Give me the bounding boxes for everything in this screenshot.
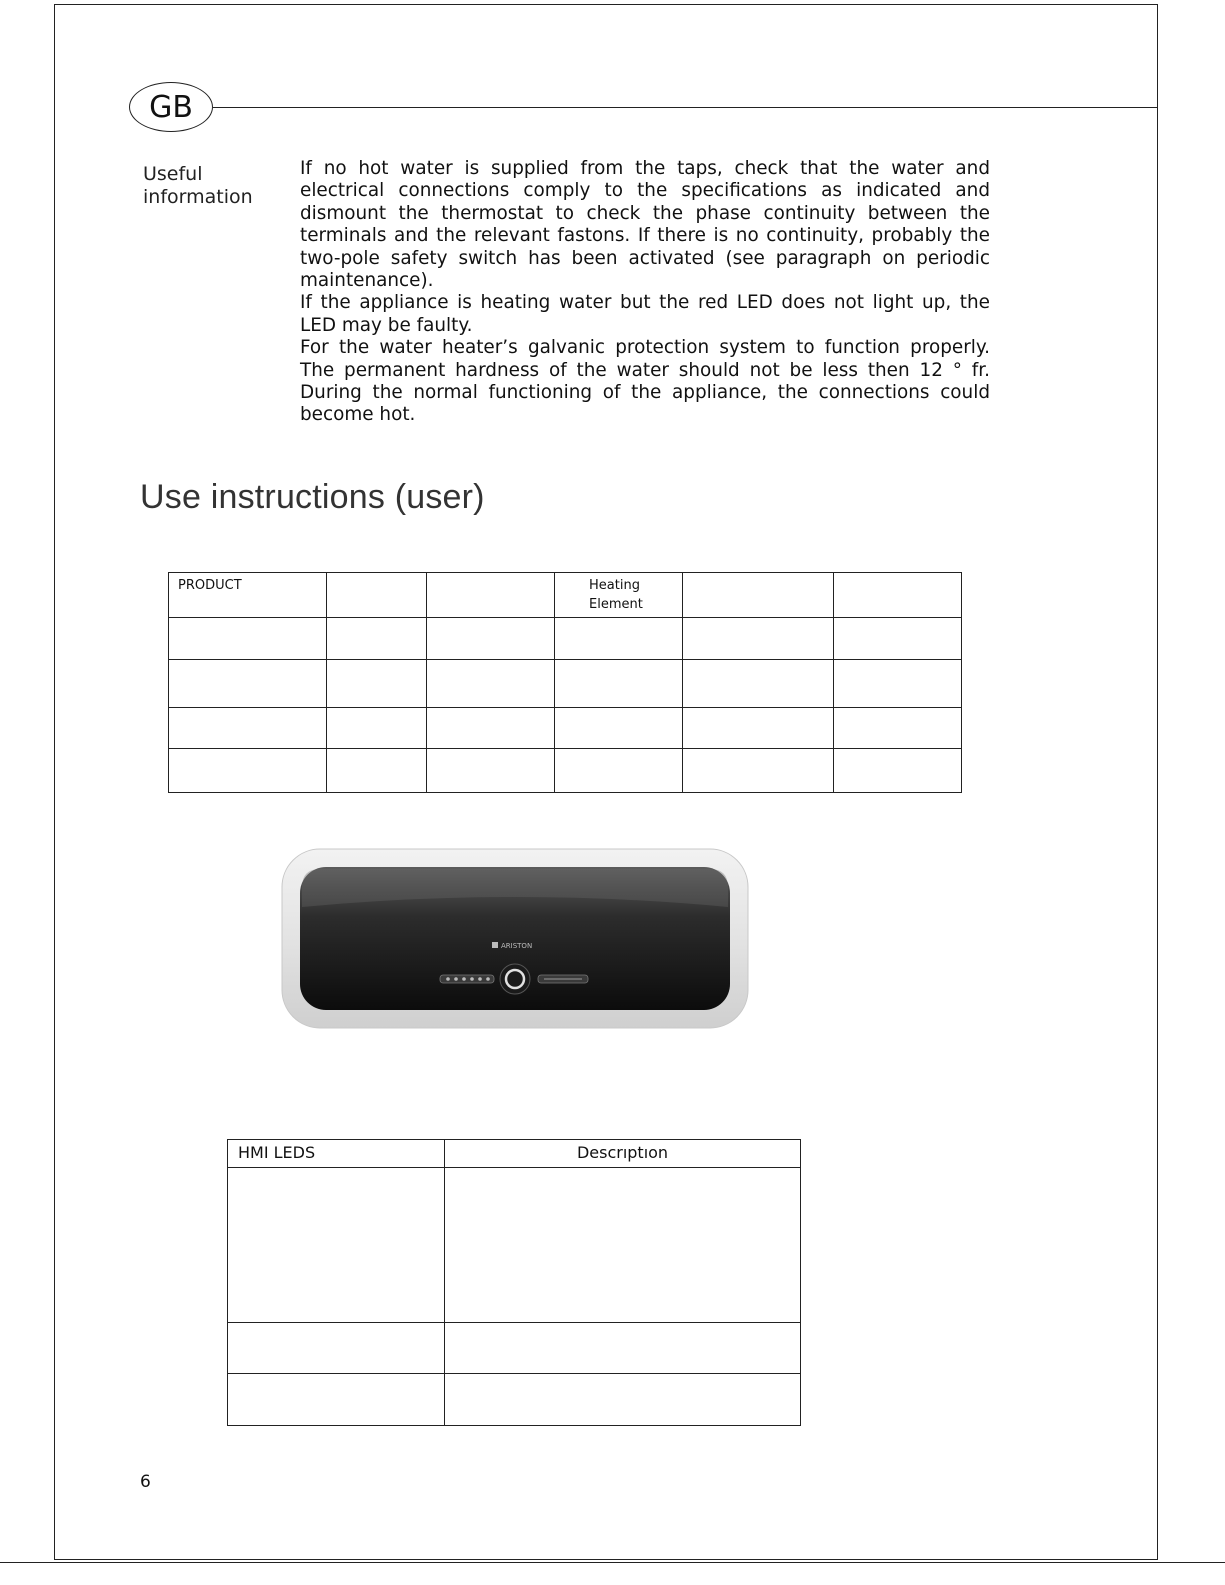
useful-information-label-line1: Useful	[143, 163, 203, 185]
product-header-cell	[834, 573, 962, 618]
left-led-indicators	[440, 975, 494, 983]
country-badge-label: GB	[149, 89, 193, 125]
useful-information-label-line2: information	[143, 186, 253, 208]
hmi-table-row	[228, 1168, 801, 1323]
product-table-row	[169, 708, 962, 749]
product-table-row	[169, 618, 962, 660]
hmi-header-description: Descrıptıon	[445, 1140, 801, 1168]
page-number: 6	[140, 1472, 151, 1492]
paragraph-galvanic-protection: For the water heater’s galvanic protection system to function properly. The permanent hardness of the water should not be less then 12 ° fr. During the normal functioning of the appliance, the connections could become hot.	[300, 337, 990, 426]
useful-information-label	[143, 163, 253, 209]
water-heater-image	[280, 847, 750, 1030]
country-badge	[129, 82, 213, 132]
right-led-indicators	[538, 975, 588, 983]
bottom-rule	[0, 1562, 1225, 1563]
product-table-header-row	[169, 573, 962, 618]
paragraph-red-led: If the appliance is heating water but the red LED does not light up, the LED may be faulty.	[300, 292, 990, 336]
product-header-cell	[327, 573, 427, 618]
product-table	[168, 572, 962, 793]
section-title: Use instructions (user)	[140, 478, 485, 516]
product-header-cell	[427, 573, 555, 618]
hmi-table-row	[228, 1374, 801, 1426]
product-header-cell: PRODUCT	[169, 573, 327, 618]
control-knob-icon	[500, 964, 530, 994]
header-rule	[213, 107, 1158, 108]
useful-information-text	[300, 158, 990, 427]
hmi-table-header-row	[228, 1140, 801, 1168]
product-header-cell	[683, 573, 834, 618]
product-table-row	[169, 749, 962, 793]
paragraph-no-hot-water: If no hot water is supplied from the taps, check that the water and electrical connections comply to the specifications as indicated and dismount the thermostat to check the phase continuity between the terminals and the relevant fastons. If there is no continuity, probably the two-pole safety switch has been activated (see paragraph on periodic maintenance).	[300, 158, 990, 292]
brand-logo-text: ARISTON	[501, 942, 533, 950]
product-header-cell: Heating Element	[555, 573, 683, 618]
hmi-header-leds: HMI LEDS	[228, 1140, 445, 1168]
product-table-row	[169, 660, 962, 708]
hmi-table-row	[228, 1323, 801, 1374]
hmi-leds-table	[227, 1139, 801, 1426]
